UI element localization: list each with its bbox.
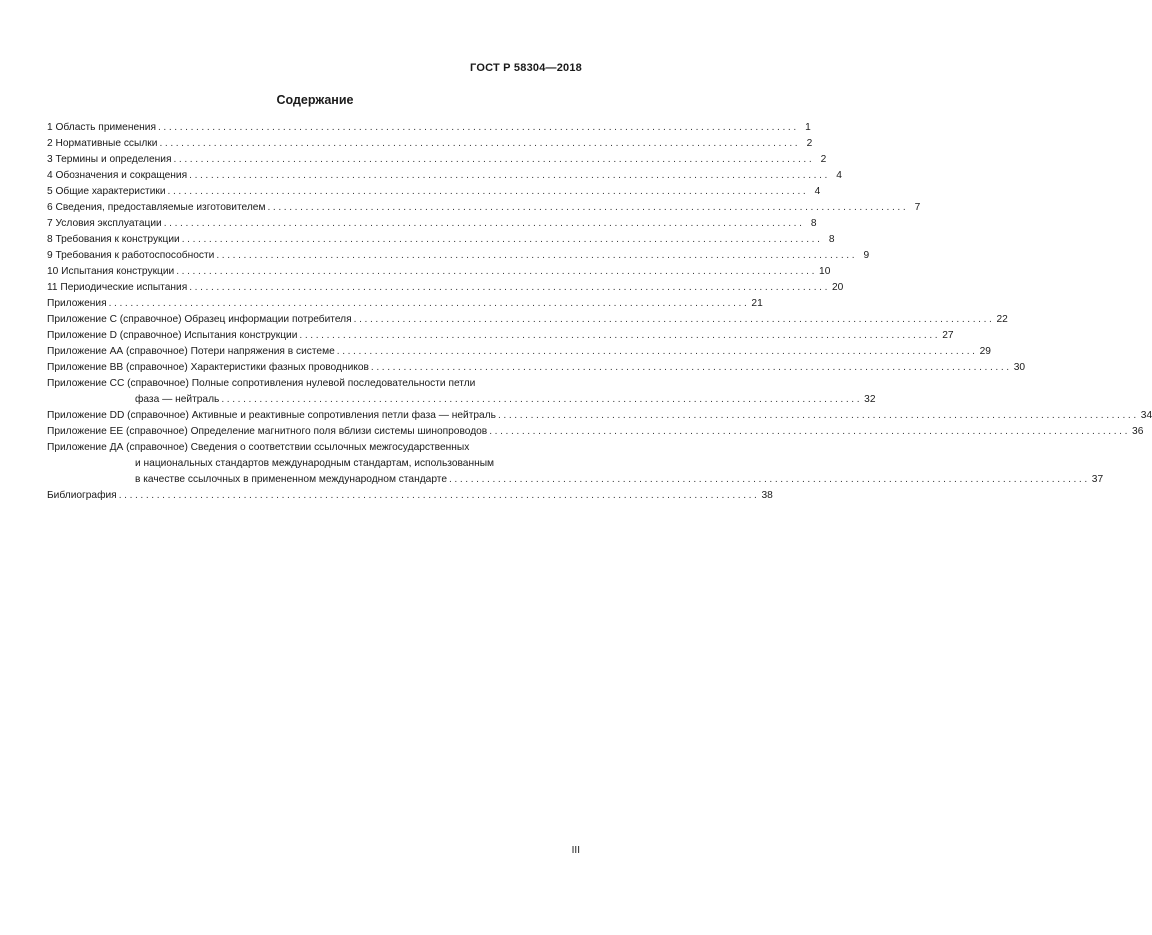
toc-entry-title: Приложение АА (справочное) Потери напряжения в системе	[47, 346, 335, 357]
toc-entry-title: Приложение ЕЕ (справочное) Определение магнитного поля вблизи системы шинопроводов	[47, 426, 488, 437]
toc-entry-21[interactable]	[47, 488, 773, 504]
page-number: III	[571, 845, 580, 856]
toc-leader-dots: ......................................................................................................................	[370, 362, 1012, 373]
toc-leader-dots: ......................................................................................................................	[173, 154, 815, 165]
toc-entry-page: 29	[979, 346, 991, 357]
toc-entry-page: 32	[864, 394, 876, 405]
toc-leader-dots: ......................................................................................................................	[353, 314, 995, 325]
toc-entry-page: 21	[751, 298, 763, 309]
toc-entry-15[interactable]	[47, 344, 991, 360]
toc-entry-title: Приложение DD (справочное) Активные и реактивные сопротивления петли фаза — нейтраль	[47, 410, 496, 421]
toc-entry-page: 2	[806, 138, 813, 149]
toc-entry-title: 2 Нормативные ссылки	[47, 138, 158, 149]
toc-leader-dots: ......................................................................................................................	[163, 218, 805, 229]
toc-entry-title: Приложение ДА (справочное) Сведения о соответствии ссылочных межгосударственных	[47, 442, 470, 453]
toc-entry-page: 7	[914, 202, 921, 213]
toc-entry-title: Приложение С (справочное) Образец информации потребителя	[47, 314, 352, 325]
toc-entry-11[interactable]	[47, 280, 844, 296]
toc-leader-dots: ......................................................................................................................	[489, 426, 1131, 437]
page-title: Содержание	[276, 93, 354, 107]
toc-leader-dots: ......................................................................................................................	[108, 298, 750, 309]
toc-entry-page: 34	[1140, 410, 1152, 421]
toc-entry-6[interactable]	[47, 200, 921, 216]
toc-entry-16[interactable]	[47, 360, 1026, 376]
standard-code: ГОСТ Р 58304—2018	[470, 62, 582, 74]
toc-entry-3[interactable]	[47, 152, 827, 168]
toc-entry-page: 27	[942, 330, 954, 341]
toc-leader-dots: ......................................................................................................................	[181, 234, 823, 245]
toc-entry-18[interactable]	[47, 408, 1152, 424]
toc-entry-9[interactable]	[47, 248, 870, 264]
toc-entry-7[interactable]	[47, 216, 817, 232]
toc-entry-page: 22	[996, 314, 1008, 325]
toc-leader-dots: ......................................................................................................................	[189, 170, 830, 181]
toc-leader-dots: ......................................................................................................................	[267, 202, 909, 213]
toc-leader-dots: ......................................................................................................................	[336, 346, 978, 357]
toc-entry-title: 7 Условия эксплуатации	[47, 218, 162, 229]
toc-entry-10[interactable]	[47, 264, 831, 280]
toc-entry-title-continued: в качестве ссылочных в примененном международном стандарте	[135, 474, 447, 485]
toc-leader-dots: ......................................................................................................................	[118, 490, 760, 501]
toc-entry-title-continued: фаза — нейтраль	[135, 394, 220, 405]
toc-entry-8[interactable]	[47, 232, 835, 248]
toc-entry-page: 9	[863, 250, 870, 261]
toc-entry-page: 10	[819, 266, 831, 277]
toc-entry-12[interactable]	[47, 296, 763, 312]
toc-leader-dots: ......................................................................................................................	[299, 330, 941, 341]
toc-leader-dots: ......................................................................................................................	[189, 282, 831, 293]
toc-entry-title: 1 Область применения	[47, 122, 156, 133]
table-of-contents	[47, 120, 1152, 504]
toc-entry-page: 30	[1013, 362, 1026, 373]
toc-entry-title: Приложение ВВ (справочное) Характеристики фазных проводников	[47, 362, 369, 373]
toc-entry-title: Приложение СС (справочное) Полные сопротивления нулевой последовательности петли	[47, 378, 476, 389]
toc-entry-title: 9 Требования к работоспособности	[47, 250, 215, 261]
toc-entry-title: Приложения	[47, 298, 107, 309]
toc-entry-page: 1	[805, 122, 811, 133]
toc-entry-17[interactable]	[47, 376, 876, 408]
toc-entry-title: 4 Обозначения и сокращения	[47, 170, 188, 181]
toc-entry-page: 2	[820, 154, 827, 165]
toc-leader-dots: ......................................................................................................................	[167, 186, 809, 197]
toc-entry-19[interactable]	[47, 424, 1144, 440]
toc-entry-page: 8	[828, 234, 835, 245]
toc-entry-5[interactable]	[47, 184, 821, 200]
toc-entry-title: 6 Сведения, предоставляемые изготовителем	[47, 202, 266, 213]
toc-entry-1[interactable]	[47, 120, 811, 136]
toc-entry-page: 37	[1091, 474, 1104, 485]
toc-leader-dots: ......................................................................................................................	[157, 122, 799, 133]
toc-leader-dots: ......................................................................................................................	[221, 394, 863, 405]
toc-entry-title: 11 Периодические испытания	[47, 282, 188, 293]
toc-entry-14[interactable]	[47, 328, 954, 344]
toc-leader-dots: ......................................................................................................................	[449, 474, 1090, 485]
toc-entry-title: 5 Общие характеристики	[47, 186, 166, 197]
toc-entry-page: 4	[814, 186, 821, 197]
toc-leader-dots: ......................................................................................................................	[497, 410, 1139, 421]
toc-entry-20[interactable]	[47, 440, 1104, 488]
toc-entry-13[interactable]	[47, 312, 1008, 328]
toc-entry-page: 38	[761, 490, 773, 501]
toc-entry-title: 10 Испытания конструкции	[47, 266, 175, 277]
toc-entry-2[interactable]	[47, 136, 813, 152]
toc-leader-dots: ......................................................................................................................	[159, 138, 801, 149]
toc-entry-4[interactable]	[47, 168, 842, 184]
toc-leader-dots: ......................................................................................................................	[176, 266, 818, 277]
toc-entry-title: 3 Термины и определения	[47, 154, 172, 165]
toc-entry-title: Библиография	[47, 490, 117, 501]
toc-entry-page: 20	[832, 282, 844, 293]
toc-entry-title-continued: и национальных стандартов международным стандартам, использованным	[135, 458, 495, 469]
toc-entry-title: Приложение D (справочное) Испытания конструкции	[47, 330, 298, 341]
toc-leader-dots: ......................................................................................................................	[216, 250, 858, 261]
toc-entry-page: 4	[836, 170, 842, 181]
toc-entry-page: 8	[810, 218, 817, 229]
toc-entry-page: 36	[1132, 426, 1144, 437]
toc-entry-title: 8 Требования к конструкции	[47, 234, 180, 245]
